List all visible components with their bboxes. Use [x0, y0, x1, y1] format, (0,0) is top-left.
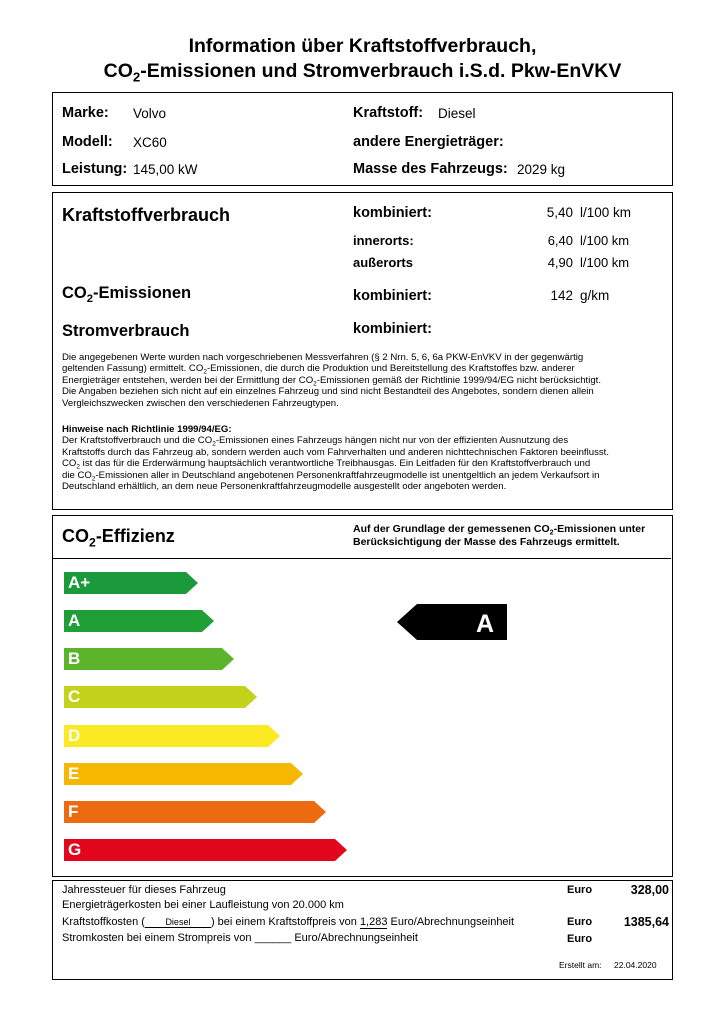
efficiency-class-b	[64, 648, 234, 670]
masse-value: 2029 kg	[517, 162, 566, 177]
co2-effizienz-heading: $CO_2$-Effizienz	[62, 526, 175, 550]
ausserorts-label: außerorts	[353, 255, 413, 270]
vehicle-info-box	[52, 92, 673, 186]
steuer-currency: Euro	[567, 884, 593, 896]
kraftstoffverbrauch-heading: Kraftstoffverbrauch	[62, 205, 231, 225]
modell-value: XC60	[133, 135, 167, 150]
efficiency-class-d	[64, 725, 280, 747]
leistung-label: Leistung:	[62, 161, 128, 177]
kombiniert-label: kombiniert:	[353, 205, 432, 221]
efficiency-class-c	[64, 686, 257, 708]
innerorts-unit: l/100 km	[580, 233, 630, 248]
kombiniert-value: 5,40	[546, 205, 573, 220]
efficiency-class-a-plus	[64, 572, 198, 594]
efficiency-class-label: A+	[68, 573, 91, 592]
co2-emissionen-heading: $CO_2$-Emissionen	[62, 284, 192, 305]
efficiency-class-label: B	[68, 649, 81, 668]
kraftstoff-label: Kraftstoff:	[353, 105, 424, 121]
steuer-value: 328,00	[630, 883, 669, 897]
masse-label: Masse des Fahrzeugs:	[353, 161, 508, 177]
efficiency-class-label: F	[68, 802, 79, 821]
marke-label: Marke:	[62, 105, 109, 121]
efficiency-class-e	[64, 763, 303, 785]
efficiency-class-label: G	[68, 840, 82, 859]
marke-value: Volvo	[133, 106, 167, 121]
efficiency-note: Auf der Grundlage der gemessenen $CO_2$-Emissionen unter Berücksichtigung der Masse des Fahrzeugs ermittelt.	[353, 523, 646, 548]
efficiency-class-g	[64, 839, 347, 861]
co2-unit: g/km	[580, 288, 610, 303]
stromverbrauch-heading: Stromverbrauch	[62, 322, 190, 340]
efficiency-class-label: A	[68, 611, 81, 630]
innerorts-value: 6,40	[547, 233, 573, 248]
rating-arrow	[397, 604, 507, 640]
kombiniert-unit: l/100 km	[580, 205, 632, 220]
innerorts-label: innerorts:	[353, 233, 414, 248]
energietraegerkosten-line: Energieträgerkosten bei einer Laufleistung von 20.000 km	[62, 899, 344, 911]
richtlinie-paragraph: Hinweise nach Richtlinie 1999/94/EG: Der Kraftstoffverbrauch und die $CO_2$-Emissionen eines Fahrzeugs hängen nicht nur von der effizienten Ausnutzung des Kraftstoffs durch das Fahrzeug ab, sondern werden auch vom Fahrverhalten und anderen nichttechnischen Faktoren beeinflusst. $CO_2$ ist das für die Erderwärmung hauptsächlich verantwortliche Treibhausgas. Ein Leitfaden für den Kraftstoffverbrauch und die $CO_2$-Emissionen aller in Deutschland angebotenen Personenkraftfahrzeugmodelle ist unentgeltlich an jedem Verkaufsort in Deutschland erhältlich, an dem neue Personenkraftfahrzeugmodelle ausgestellt oder angeboten werden.	[62, 424, 609, 493]
steuer-label: Jahressteuer für dieses Fahrzeug	[62, 884, 226, 896]
efficiency-class-label: D	[68, 726, 81, 745]
efficiency-class-label: E	[68, 764, 80, 783]
energietraeger-label: andere Energieträger:	[353, 134, 504, 150]
kraftstoffkosten-line: Kraftstoffkosten ( Diesel ) bei einem Kraftstoffpreis von 1,283 Euro/Abrechnungseinheit	[62, 916, 515, 928]
modell-label: Modell:	[62, 134, 113, 150]
strom-kombiniert-label: kombiniert:	[353, 321, 432, 337]
co2-value: 142	[550, 288, 573, 303]
ausserorts-unit: l/100 km	[580, 255, 630, 270]
co2-kombiniert-label: kombiniert:	[353, 288, 432, 304]
rating-letter: A	[475, 610, 495, 638]
page-title-line2: $CO_2$-Emissionen und Stromverbrauch i.S.d. Pkw-EnVKV	[103, 60, 622, 85]
efficiency-divider	[53, 558, 671, 559]
kraftstoffkosten-value: 1385,64	[623, 915, 669, 929]
costs-box	[52, 880, 673, 980]
erstellt-date: 22.04.2020	[614, 960, 657, 970]
efficiency-box	[52, 515, 673, 877]
efficiency-class-f	[64, 801, 326, 823]
erstellt-label: Erstellt am:	[559, 960, 602, 970]
efficiency-class-label: C	[68, 687, 81, 706]
efficiency-class-a	[64, 610, 214, 632]
ausserorts-value: 4,90	[547, 255, 573, 270]
kraftstoffkosten-currency: Euro	[567, 916, 593, 928]
stromkosten-line: Stromkosten bei einem Strompreis von ______ Euro/Abrechnungseinheit	[62, 932, 418, 944]
leistung-value: 145,00 kW	[133, 162, 198, 177]
page-title-line1: Information über Kraftstoffverbrauch,	[188, 35, 537, 57]
consumption-box	[52, 192, 673, 510]
stromkosten-currency: Euro	[567, 933, 593, 945]
kraftstoff-value: Diesel	[438, 106, 476, 121]
disclaimer-paragraph: Die angegebenen Werte wurden nach vorgeschriebenen Messverfahren (§ 2 Nrn. 5, 6, 6a PKW-EnVKV in der gegenwärtig geltenden Fassung) ermittelt. $CO_2$-Emissionen, die durch die Produktion und Bereitstellung des Kraftstoffes bzw. anderer Energieträger entstehen, werden bei der Ermittlung der $CO_2$-Emissionen gemäß der Richtlinie 1999/94/EG nicht berücksichtigt. Die Angaben beziehen sich nicht auf ein einzelnes Fahrzeug und sind nicht Bestandteil des Angebotes, sondern dienen allein Vergleichszwecken zwischen den verschiedenen Fahrzeugtypen.	[62, 352, 602, 409]
